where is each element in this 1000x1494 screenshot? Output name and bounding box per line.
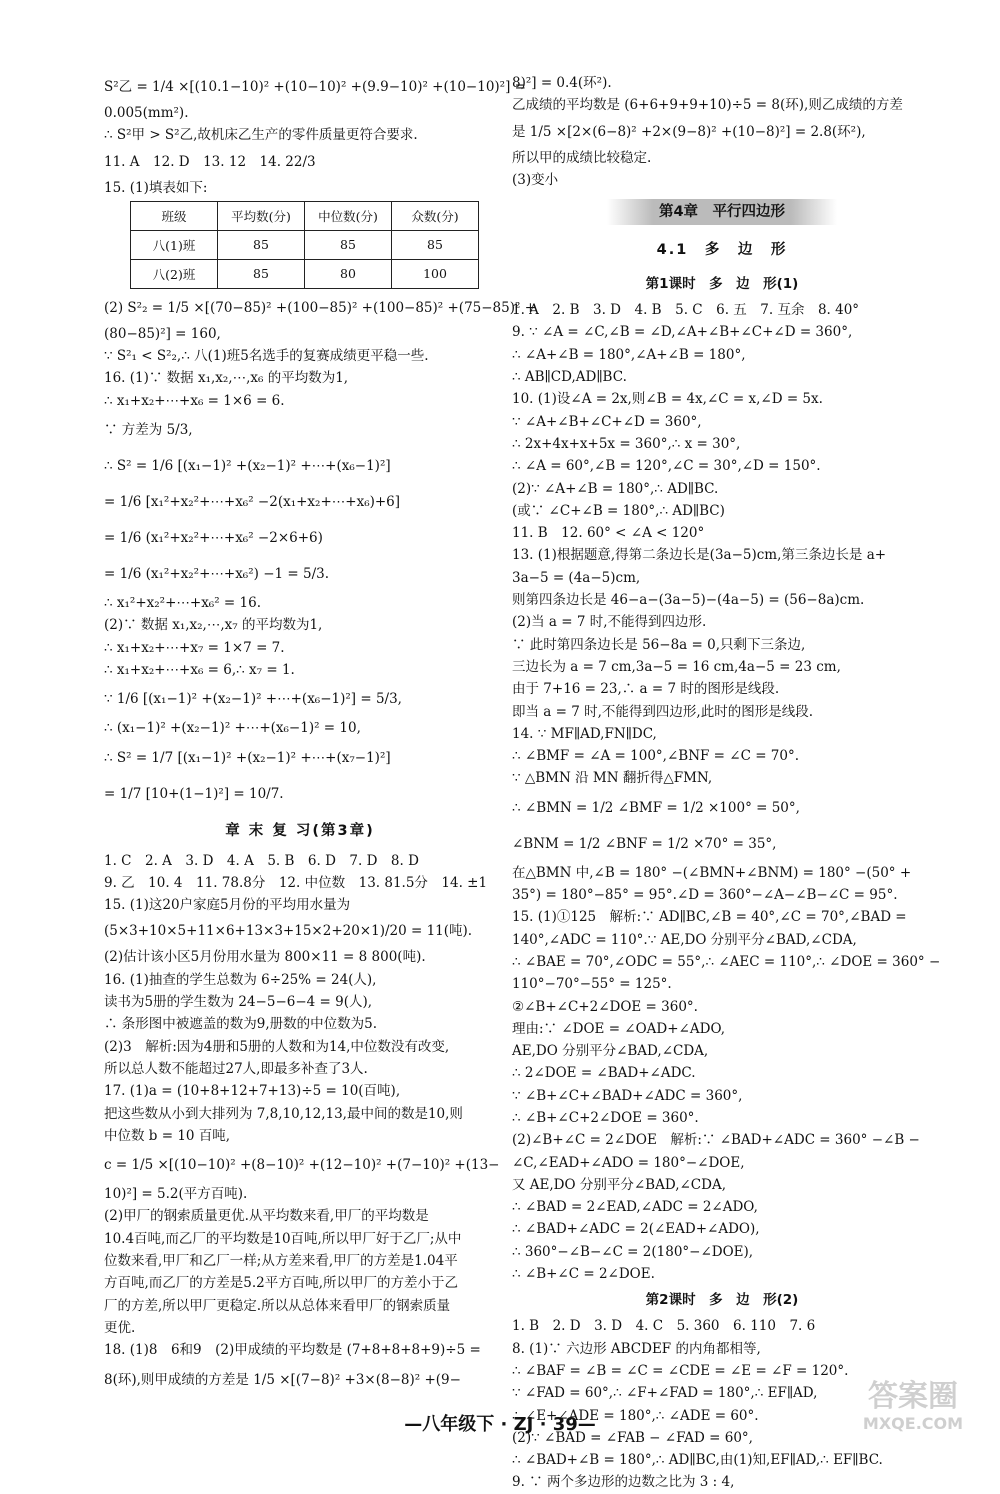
text-line: ∴ ∠B+∠C+2∠DOE = 360°.	[512, 1109, 699, 1126]
text-line: 16. (1)抽查的学生总数为 6÷25% = 24(人),	[104, 971, 377, 988]
text-line: 9. 乙 10. 4 11. 78.8分 12. 中位数 13. 81.5分 14. ±1	[104, 874, 488, 891]
text-line: 1. A 2. B 3. D 4. B 5. C 6. 五 7. 互余 8. 40°	[512, 302, 860, 319]
text-line: = 1/6 (x₁²+x₂²+⋯+x₆² −2×6+6)	[104, 530, 323, 547]
text-line: ∴ 2x+4x+x+5x = 360°,∴ x = 30°,	[512, 435, 741, 452]
text-line: 8(环),则甲成绩的方差是 1/5 ×[(7−8)² +3×(8−8)² +(9−	[104, 1371, 461, 1388]
text-line: 140°,∠ADC = 110°.∵ AE,DO 分别平分∠BAD,∠CDA,	[512, 931, 857, 948]
text-line: ∴ 2∠DOE = ∠BAD+∠ADC.	[512, 1065, 696, 1082]
table-cell: 100	[392, 259, 479, 288]
text-line: 15. (1)填表如下:	[104, 179, 208, 196]
text-line: ∴ x₁+x₂+⋯+x₇ = 1×7 = 7.	[104, 639, 285, 656]
text-line: 1. B 2. D 3. D 4. C 5. 360 6. 110 7. 6	[512, 1318, 816, 1335]
text-line: ∴ x₁+x₂+⋯+x₆ = 6,∴ x₇ = 1.	[104, 661, 295, 678]
right-block-1	[512, 72, 932, 191]
text-line: 17. (1)a = (10+8+12+7+13)÷5 = 10(百吨),	[104, 1083, 401, 1100]
text-line: ∴ ∠B+∠C = 2∠DOE.	[512, 1266, 655, 1283]
text-line: 即当 a = 7 时,不能得到四边形,此时的图形是线段.	[512, 703, 813, 720]
section-title: 4.1 多 边 形	[656, 242, 788, 259]
right-column	[512, 72, 941, 1494]
text-line: ∵ 此时第四条边长是 56−8a = 0,只剩下三条边,	[512, 636, 806, 653]
text-line: 3a−5 = (4a−5)cm,	[512, 569, 641, 586]
table-cell: 85	[218, 259, 305, 288]
text-line: ∵ ∠B+∠C+∠BAD+∠ADC = 360°,	[512, 1087, 743, 1104]
text-line: (2)∵ ∠BAD = ∠FAB − ∠FAD = 60°,	[512, 1429, 753, 1446]
text-line: 所以总人数不能超过27人,即最多补查了3人.	[104, 1060, 368, 1077]
text-line: 是 1/5 ×[2×(6−8)² +2×(9−8)² +(10−8)²] = 2.8(环²),	[512, 123, 866, 140]
text-line: ∴ ∠BMF = ∠A = 100°,∠BNF = ∠C = 70°.	[512, 748, 800, 765]
text-line: ②∠B+∠C+2∠DOE = 360°.	[512, 998, 698, 1015]
text-line: 则第四条边长是 46−a−(3a−5)−(4a−5) = (56−8a)cm.	[512, 592, 865, 609]
text-line: 14. ∵ MF∥AD,FN∥DC,	[512, 725, 657, 742]
text-line: 理由:∵ ∠DOE = ∠OAD+∠ADO,	[512, 1020, 726, 1037]
text-line: 三边长为 a = 7 cm,3a−5 = 16 cm,4a−5 = 23 cm,	[512, 658, 841, 675]
text-line: = 1/6 (x₁²+x₂²+⋯+x₆²) −1 = 5/3.	[104, 566, 330, 583]
text-line: ∵ ∠FAD = 60°,∴ ∠F+∠FAD = 180°,∴ EF∥AD,	[512, 1385, 818, 1402]
lesson-title: 第2课时 多 边 形(2)	[645, 1292, 799, 1309]
text-line: 1. C 2. A 3. D 4. A 5. B 6. D 7. D 8. D	[104, 852, 419, 869]
right-block-2	[512, 299, 941, 1285]
text-line: 11. B 12. 60° < ∠A < 120°	[512, 525, 705, 542]
text-line: ∴ ∠BAD+∠ADC = 2(∠EAD+∠ADO),	[512, 1221, 760, 1238]
text-line: (3)变小	[512, 171, 559, 188]
text-line: 位数来看,甲厂和乙厂一样;从方差来看,甲厂的方差是1.04平	[104, 1253, 458, 1270]
text-line: ∴ x₁+x₂+⋯+x₆ = 1×6 = 6.	[104, 392, 285, 409]
text-line: 16. (1)∵ 数据 x₁,x₂,⋯,x₆ 的平均数为1,	[104, 370, 349, 387]
text-line: 又 AE,DO 分别平分∠BAD,∠CDA,	[512, 1176, 726, 1193]
table-header: 平均数(分)	[218, 201, 305, 230]
text-line: 9. ∵ 两个多边形的边数之比为 3 : 4,	[512, 1474, 735, 1491]
text-line: ∴ AB∥CD,AD∥BC.	[512, 369, 627, 386]
text-line: ∴ (x₁−1)² +(x₂−1)² +⋯+(x₆−1)² = 10,	[104, 720, 361, 737]
table-row	[131, 259, 479, 288]
text-line: (2)估计该小区5月份用水量为 800×11 = 8 800(吨).	[104, 949, 426, 966]
text-line: ∴ S² = 1/7 [(x₁−1)² +(x₂−1)² +⋯+(x₇−1)²]	[104, 749, 391, 766]
text-line: 110°−70°−55° = 125°.	[512, 976, 672, 993]
text-line: ∴ x₁²+x₂²+⋯+x₆² = 16.	[104, 595, 261, 612]
text-line: (5×3+10×5+11×6+13×3+15×2+20×1)/20 = 11(吨).	[104, 923, 473, 940]
text-line: (2)∠B+∠C = 2∠DOE 解析:∵ ∠BAD+∠ADC = 360° −∠B −	[512, 1132, 920, 1149]
table-header: 众数(分)	[392, 201, 479, 230]
text-line: (或∵ ∠C+∠B = 180°,∴ AD∥BC)	[512, 502, 725, 519]
table-header: 中位数(分)	[305, 201, 392, 230]
score-table	[130, 201, 479, 289]
text-line: 厂的方差,所以甲厂更稳定.所以从总体来看甲厂的钢索质量	[104, 1297, 451, 1314]
text-line: ∴ 条形图中被遮盖的数为9,册数的中位数为5.	[104, 1016, 378, 1033]
table-cell: 85	[392, 230, 479, 259]
lesson-title: 第1课时 多 边 形(1)	[645, 276, 799, 293]
text-line: S²乙 = 1/4 ×[(10.1−10)² +(10−10)² +(9.9−10)² +(10−10)²] =	[104, 79, 526, 95]
left-block-2	[104, 850, 500, 1398]
table-cell: 80	[305, 259, 392, 288]
text-line: (2)甲厂的钢索质量更优.从平均数来看,甲厂的平均数是	[104, 1208, 429, 1225]
text-line: 更优.	[104, 1319, 136, 1336]
text-line: 由于 7+16 = 23,∴ a = 7 时的图形是线段.	[512, 681, 780, 698]
text-line: c = 1/5 ×[(10−10)² +(8−10)² +(12−10)² +(7−10)² +(13−	[104, 1157, 500, 1174]
text-line: ∠BNM = 1/2 ∠BNF = 1/2 ×70° = 35°,	[512, 835, 777, 852]
text-line: ∴ ∠A = 60°,∠B = 120°,∠C = 30°,∠D = 150°.	[512, 458, 821, 475]
table-row	[131, 230, 479, 259]
text-line: 把这些数从小到大排列为 7,8,10,12,13,最中间的数是10,则	[104, 1105, 463, 1122]
text-line: (2)当 a = 7 时,不能得到四边形.	[512, 614, 707, 631]
text-line: ∴ ∠BAD+∠B = 180°,∴ AD∥BC,由(1)知,EF∥AD,∴ EF∥BC.	[512, 1452, 883, 1469]
text-line: 10. (1)设∠A = 2x,则∠B = 4x,∠C = x,∠D = 5x.	[512, 391, 823, 408]
text-line: 35°) = 180°−85° = 95°.∠D = 360°−∠A−∠B−∠C = 95°.	[512, 887, 898, 904]
table-header: 班级	[131, 201, 218, 230]
text-line: 8. (1)∵ 六边形 ABCDEF 的内角都相等,	[512, 1340, 761, 1357]
text-line: 所以甲的成绩比较稳定.	[512, 149, 652, 166]
text-line: 中位数 b = 10 百吨,	[104, 1127, 231, 1144]
text-line: ∵ △BMN 沿 MN 翻折得△FMN,	[512, 770, 713, 787]
text-line: (2)∵ ∠A+∠B = 180°,∴ AD∥BC.	[512, 480, 719, 497]
text-line: ∵ 1/6 [(x₁−1)² +(x₂−1)² +⋯+(x₆−1)²] = 5/3,	[104, 691, 402, 708]
text-line: 方百吨,而乙厂的方差是5.2平方百吨,所以甲厂的方差小于乙	[104, 1275, 459, 1292]
text-line: 18. (1)8 6和9 (2)甲成绩的平均数是 (7+8+8+8+9)÷5 =	[104, 1342, 481, 1359]
table-cell: 八(1)班	[131, 230, 218, 259]
text-line: 15. (1)①125 解析:∵ AD∥BC,∠B = 40°,∠C = 70°,∠BAD =	[512, 909, 907, 926]
chapter-title: 第4章 平行四边形	[607, 199, 837, 225]
text-line: (2) S²₂ = 1/5 ×[(70−85)² +(100−85)² +(100−85)² +(75−85)² +	[104, 299, 537, 316]
watermark-text: 答案圈	[868, 1379, 958, 1414]
text-line: 读书为5册的学生数为 24−5−6−4 = 9(人),	[104, 994, 373, 1011]
text-line: 8)²] = 0.4(环²).	[512, 75, 612, 91]
text-line: ∵ S²₁ < S²₂,∴ 八(1)班5名选手的复赛成绩更平稳一些.	[104, 348, 429, 365]
text-line: ∴ S²甲 > S²乙,故机床乙生产的零件质量更符合要求.	[104, 127, 418, 144]
text-line: 9. ∵ ∠A = ∠C,∠B = ∠D,∠A+∠B+∠C+∠D = 360°,	[512, 324, 853, 341]
text-line: AE,DO 分别平分∠BAD,∠CDA,	[512, 1043, 709, 1060]
text-line: 11. A 12. D 13. 12 14. 22/3	[104, 153, 316, 170]
text-line: (80−85)²] = 160,	[104, 325, 221, 342]
text-line: 15. (1)这20户家庭5月份的平均用水量为	[104, 897, 351, 914]
text-line: ∵ ∠A+∠B+∠C+∠D = 360°,	[512, 413, 702, 430]
text-line: ∴ ∠BAE = 70°,∠ODC = 55°,∴ ∠AEC = 110°,∴ ∠DOE = 360° −	[512, 953, 941, 970]
watermark-url: MXQE.COM	[862, 1414, 964, 1433]
text-line: ∵ 方差为 5/3,	[104, 422, 193, 439]
text-line: 在△BMN 中,∠B = 180° −(∠BMN+∠BNM) = 180° −(50° +	[512, 864, 912, 881]
text-line: 10)²] = 5.2(平方百吨).	[104, 1186, 248, 1203]
text-line: ∴ ∠BMN = 1/2 ∠BMF = 1/2 ×100° = 50°,	[512, 799, 800, 816]
text-line: 0.005(mm²).	[104, 105, 189, 121]
page-footer: —八年级下 · ZJ · 39—	[404, 1414, 596, 1435]
table-cell: 85	[218, 230, 305, 259]
table-cell: 八(2)班	[131, 259, 218, 288]
text-line: ∴ ∠BAD = 2∠EAD,∠ADC = 2∠ADO,	[512, 1199, 758, 1216]
text-line: ∴ S² = 1/6 [(x₁−1)² +(x₂−1)² +⋯+(x₆−1)²]	[104, 458, 391, 475]
text-line: 乙成绩的平均数是 (6+6+9+9+10)÷5 = 8(环),则乙成绩的方差	[512, 97, 903, 114]
text-line: ∠C,∠EAD+∠ADO = 180°−∠DOE,	[512, 1154, 745, 1171]
watermark-logo	[838, 1380, 988, 1440]
text-line: (2)3 解析:因为4册和5册的人数和为14,中位数没有改变,	[104, 1038, 450, 1055]
text-line: ∴ ∠A+∠B = 180°,∠A+∠B = 180°,	[512, 346, 746, 363]
chapter-review-heading: 章 末 复 习(第3章)	[225, 822, 375, 839]
text-line: 10.4百吨,而乙厂的平均数是10百吨,所以甲厂好于乙厂;从中	[104, 1230, 462, 1247]
text-line: = 1/6 [x₁²+x₂²+⋯+x₆² −2(x₁+x₂+⋯+x₆)+6]	[104, 494, 401, 511]
text-line: ∴ 360°−∠B−∠C = 2(180°−∠DOE),	[512, 1243, 754, 1260]
text-line: 13. (1)根据题意,得第二条边长是(3a−5)cm,第三条边长是 a+	[512, 547, 887, 564]
text-line: = 1/7 [10+(1−1)²] = 10/7.	[104, 785, 284, 802]
text-line: ∴ ∠BAF = ∠B = ∠C = ∠CDE = ∠E = ∠F = 120°.	[512, 1362, 849, 1379]
text-line: (2)∵ 数据 x₁,x₂,⋯,x₇ 的平均数为1,	[104, 617, 323, 634]
text-line: ∴ ∠E+∠ADE = 180°,∴ ∠ADE = 60°.	[512, 1407, 759, 1424]
table-cell: 85	[305, 230, 392, 259]
